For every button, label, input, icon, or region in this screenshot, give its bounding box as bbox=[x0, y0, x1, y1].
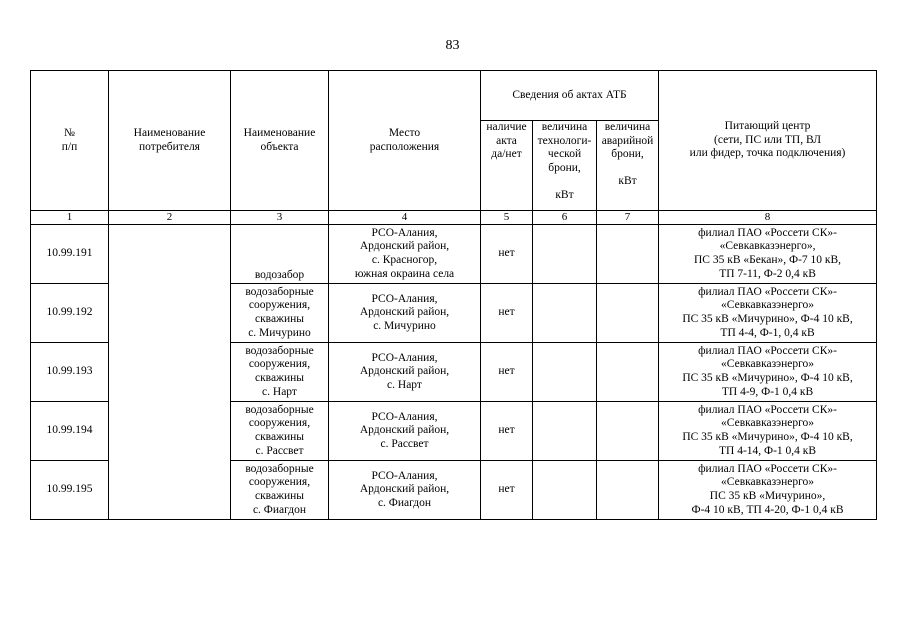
column-number: 8 bbox=[659, 211, 877, 225]
row-number: 10.99.194 bbox=[31, 402, 109, 461]
header-row bbox=[31, 71, 877, 121]
emergency-reserve bbox=[597, 402, 659, 461]
header-act: наличие акта да/нет bbox=[481, 121, 533, 211]
header-object: Наименование объекта bbox=[231, 71, 329, 211]
header-no: № п/п bbox=[31, 71, 109, 211]
location: РСО-Алания, Ардонский район, с. Красногор, южная окраина села bbox=[329, 225, 481, 284]
column-number: 7 bbox=[597, 211, 659, 225]
emergency-reserve bbox=[597, 461, 659, 520]
supply-center: филиал ПАО «Россети СК»- «Севкавказэнерго» ПС 35 кВ «Мичурино», Ф-4 10 кВ, ТП 4-9, Ф-1 0,4 кВ bbox=[659, 343, 877, 402]
header-supply-center: Питающий центр (сети, ПС или ТП, ВЛ или фидер, точка подключения) bbox=[659, 71, 877, 211]
header-consumer: Наименование потребителя bbox=[109, 71, 231, 211]
header-emergency-reserve: величина аварийной брони, кВт bbox=[597, 121, 659, 211]
supply-center: филиал ПАО «Россети СК»- «Севкавказэнерго» ПС 35 кВ «Мичурино», Ф-4 10 кВ, ТП 4-4, Ф-1, 0,4 кВ bbox=[659, 284, 877, 343]
column-number: 2 bbox=[109, 211, 231, 225]
column-number: 4 bbox=[329, 211, 481, 225]
column-number: 6 bbox=[533, 211, 597, 225]
supply-center: филиал ПАО «Россети СК»- «Севкавказэнерго», ПС 35 кВ «Бекан», Ф-7 10 кВ, ТП 7-11, Ф-2 0,4 кВ bbox=[659, 225, 877, 284]
header-location: Место расположения bbox=[329, 71, 481, 211]
act-presence: нет bbox=[481, 343, 533, 402]
row-number: 10.99.193 bbox=[31, 343, 109, 402]
object-name: водозаборные сооружения, скважины с. Рассвет bbox=[231, 402, 329, 461]
header-atb-group: Сведения об актах АТБ bbox=[481, 71, 659, 121]
column-number: 1 bbox=[31, 211, 109, 225]
row-number: 10.99.191 bbox=[31, 225, 109, 284]
location: РСО-Алания, Ардонский район, с. Нарт bbox=[329, 343, 481, 402]
act-presence: нет bbox=[481, 225, 533, 284]
tech-reserve bbox=[533, 402, 597, 461]
column-number: 5 bbox=[481, 211, 533, 225]
row-number: 10.99.192 bbox=[31, 284, 109, 343]
supply-center: филиал ПАО «Россети СК»- «Севкавказэнерго» ПС 35 кВ «Мичурино», Ф-4 10 кВ, ТП 4-20, Ф-1 0,4 кВ bbox=[659, 461, 877, 520]
emergency-reserve bbox=[597, 343, 659, 402]
supply-center: филиал ПАО «Россети СК»- «Севкавказэнерго» ПС 35 кВ «Мичурино», Ф-4 10 кВ, ТП 4-14, Ф-1 0,4 кВ bbox=[659, 402, 877, 461]
location: РСО-Алания, Ардонский район, с. Фиагдон bbox=[329, 461, 481, 520]
object-name: водозабор bbox=[231, 225, 329, 284]
object-name: водозаборные сооружения, скважины с. Нарт bbox=[231, 343, 329, 402]
table-row bbox=[31, 225, 877, 284]
column-number-row bbox=[31, 211, 877, 225]
location: РСО-Алания, Ардонский район, с. Рассвет bbox=[329, 402, 481, 461]
emergency-reserve bbox=[597, 225, 659, 284]
emergency-reserve bbox=[597, 284, 659, 343]
row-number: 10.99.195 bbox=[31, 461, 109, 520]
tech-reserve bbox=[533, 225, 597, 284]
column-number: 3 bbox=[231, 211, 329, 225]
tech-reserve bbox=[533, 343, 597, 402]
header-tech-reserve: величина технологи- ческой брони, кВт bbox=[533, 121, 597, 211]
act-presence: нет bbox=[481, 284, 533, 343]
object-name: водозаборные сооружения, скважины с. Фиагдон bbox=[231, 461, 329, 520]
tech-reserve bbox=[533, 461, 597, 520]
object-name: водозаборные сооружения, скважины с. Мичурино bbox=[231, 284, 329, 343]
consumer-cell bbox=[109, 225, 231, 520]
location: РСО-Алания, Ардонский район, с. Мичурино bbox=[329, 284, 481, 343]
act-presence: нет bbox=[481, 402, 533, 461]
act-presence: нет bbox=[481, 461, 533, 520]
tech-reserve bbox=[533, 284, 597, 343]
page-number: 83 bbox=[445, 38, 460, 53]
atb-table bbox=[30, 70, 877, 520]
